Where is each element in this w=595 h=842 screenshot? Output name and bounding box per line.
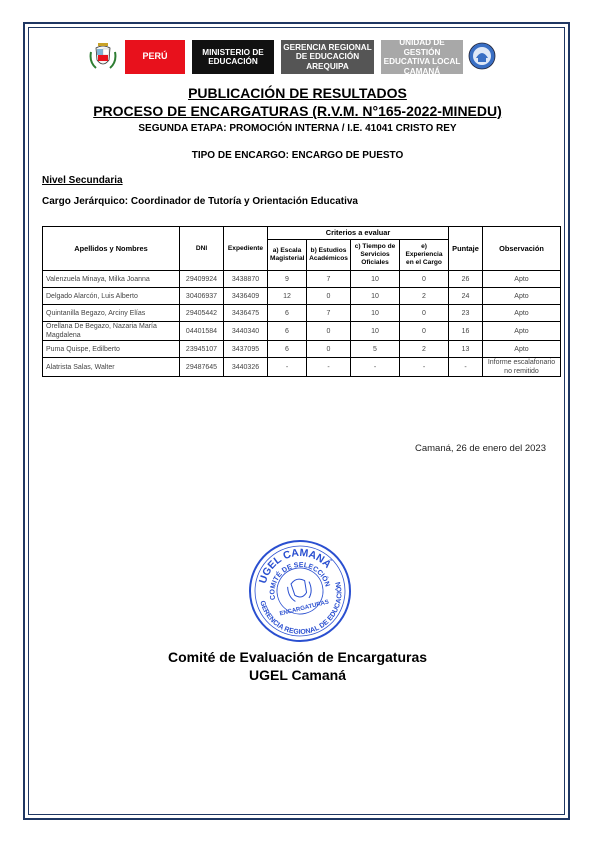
cell-experiencia: 0 — [400, 271, 449, 288]
cell-escala: 12 — [268, 288, 307, 305]
table-row — [43, 288, 561, 305]
cell-experiencia: 2 — [400, 341, 449, 358]
cell-expediente: 3436409 — [224, 288, 268, 305]
ministerio-label: MINISTERIO DE EDUCACIÓN — [192, 40, 274, 74]
cell-tiempo: 5 — [351, 341, 400, 358]
header-observacion: Observación — [483, 227, 561, 271]
cell-estudios: 0 — [307, 341, 351, 358]
header-nombres: Apellidos y Nombres — [43, 227, 180, 271]
institutional-header — [0, 40, 595, 74]
cell-experiencia: - — [400, 358, 449, 377]
header-dni: DNI — [180, 227, 224, 271]
cell-dni: 04401584 — [180, 322, 224, 341]
cell-observacion: Apto — [483, 322, 561, 341]
cell-observacion: Apto — [483, 341, 561, 358]
page-border-inner — [28, 27, 565, 815]
table-row — [43, 341, 561, 358]
cell-tiempo: 10 — [351, 288, 400, 305]
cell-tiempo: 10 — [351, 271, 400, 288]
header-experiencia: e) Experiencia en el Cargo — [400, 240, 449, 271]
cell-nombre: Puma Quispe, Edilberto — [43, 341, 180, 358]
cell-expediente: 3438870 — [224, 271, 268, 288]
cell-estudios: - — [307, 358, 351, 377]
date-line: Camaná, 26 de enero del 2023 — [415, 443, 546, 454]
cell-experiencia: 2 — [400, 288, 449, 305]
cell-puntaje: 16 — [449, 322, 483, 341]
gerencia-label: GERENCIA REGIONAL DE EDUCACIÓN AREQUIPA — [281, 40, 374, 74]
nivel-label: Nivel Secundaria — [42, 175, 123, 186]
cell-dni: 30406937 — [180, 288, 224, 305]
results-table — [42, 226, 561, 377]
cell-tiempo: 10 — [351, 305, 400, 322]
cell-expediente: 3440340 — [224, 322, 268, 341]
cell-expediente: 3436475 — [224, 305, 268, 322]
cell-dni: 29487645 — [180, 358, 224, 377]
page-title: PUBLICACIÓN DE RESULTADOS — [188, 85, 407, 101]
svg-text:UGEL CAMANÁ: UGEL CAMANÁ — [256, 546, 334, 585]
results-table-body — [43, 271, 561, 377]
committee-name: Comité de Evaluación de Encargaturas — [167, 649, 428, 665]
cell-experiencia: 0 — [400, 305, 449, 322]
cell-escala: 9 — [268, 271, 307, 288]
process-subtitle: PROCESO DE ENCARGATURAS (R.V.M. N°165-2022-MINEDU) — [93, 103, 502, 119]
table-row — [43, 271, 561, 288]
cell-nombre: Valenzuela Minaya, Milka Joanna — [43, 271, 180, 288]
cell-observacion: Informe escalafonario no remitido — [483, 358, 561, 377]
cell-estudios: 0 — [307, 288, 351, 305]
cell-nombre: Quintanilla Begazo, Arciny Elías — [43, 305, 180, 322]
cell-nombre: Orellana De Begazo, Nazaria María Magdalena — [43, 322, 180, 341]
header-criterios: Criterios a evaluar — [268, 227, 449, 240]
svg-text:ENCARGATURAS: ENCARGATURAS — [279, 599, 330, 618]
cell-observacion: Apto — [483, 288, 561, 305]
header-escala: a) Escala Magisterial — [268, 240, 307, 271]
cell-dni: 23945107 — [180, 341, 224, 358]
cell-tiempo: - — [351, 358, 400, 377]
ugel-logo-icon — [468, 42, 496, 70]
cell-estudios: 7 — [307, 305, 351, 322]
table-row — [43, 358, 561, 377]
cell-tiempo: 10 — [351, 322, 400, 341]
cell-dni: 29405442 — [180, 305, 224, 322]
ugel-label: UNIDAD DE GESTIÓN EDUCATIVA LOCAL CAMANÁ — [381, 40, 463, 74]
cell-observacion: Apto — [483, 271, 561, 288]
committee-seal-stamp — [247, 538, 353, 644]
cell-experiencia: 0 — [400, 322, 449, 341]
cell-puntaje: 23 — [449, 305, 483, 322]
cell-nombre: Alatrista Salas, Walter — [43, 358, 180, 377]
cell-escala: - — [268, 358, 307, 377]
header-estudios: b) Estudios Académicos — [307, 240, 351, 271]
svg-text:COMITÉ DE SELECCIÓN: COMITÉ DE SELECCIÓN — [269, 561, 331, 601]
table-row — [43, 305, 561, 322]
cell-estudios: 7 — [307, 271, 351, 288]
header-puntaje: Puntaje — [449, 227, 483, 271]
cell-puntaje: - — [449, 358, 483, 377]
tipo-encargo: TIPO DE ENCARGO: ENCARGO DE PUESTO — [191, 150, 404, 161]
cargo-label: Cargo Jerárquico: Coordinador de Tutoría y Orientación Educativa — [42, 196, 358, 207]
header-expediente: Expediente — [224, 227, 268, 271]
cell-estudios: 0 — [307, 322, 351, 341]
peru-coat-of-arms-icon — [88, 42, 118, 72]
stage-label: SEGUNDA ETAPA: PROMOCIÓN INTERNA / I.E. 41041 CRISTO REY — [138, 123, 457, 134]
cell-escala: 6 — [268, 322, 307, 341]
header-tiempo: c) Tiempo de Servicios Oficiales — [351, 240, 400, 271]
cell-puntaje: 24 — [449, 288, 483, 305]
cell-dni: 29409924 — [180, 271, 224, 288]
cell-escala: 6 — [268, 305, 307, 322]
cell-nombre: Delgado Alarcón, Luis Alberto — [43, 288, 180, 305]
peru-label: PERÚ — [125, 40, 185, 74]
cell-expediente: 3440326 — [224, 358, 268, 377]
cell-escala: 6 — [268, 341, 307, 358]
cell-observacion: Apto — [483, 305, 561, 322]
svg-text:GERENCIA REGIONAL DE EDUCACIÓN: GERENCIA REGIONAL DE EDUCACIÓN — [258, 581, 344, 637]
committee-ugel: UGEL Camaná — [249, 667, 346, 683]
cell-puntaje: 26 — [449, 271, 483, 288]
cell-puntaje: 13 — [449, 341, 483, 358]
table-row — [43, 322, 561, 341]
cell-expediente: 3437095 — [224, 341, 268, 358]
